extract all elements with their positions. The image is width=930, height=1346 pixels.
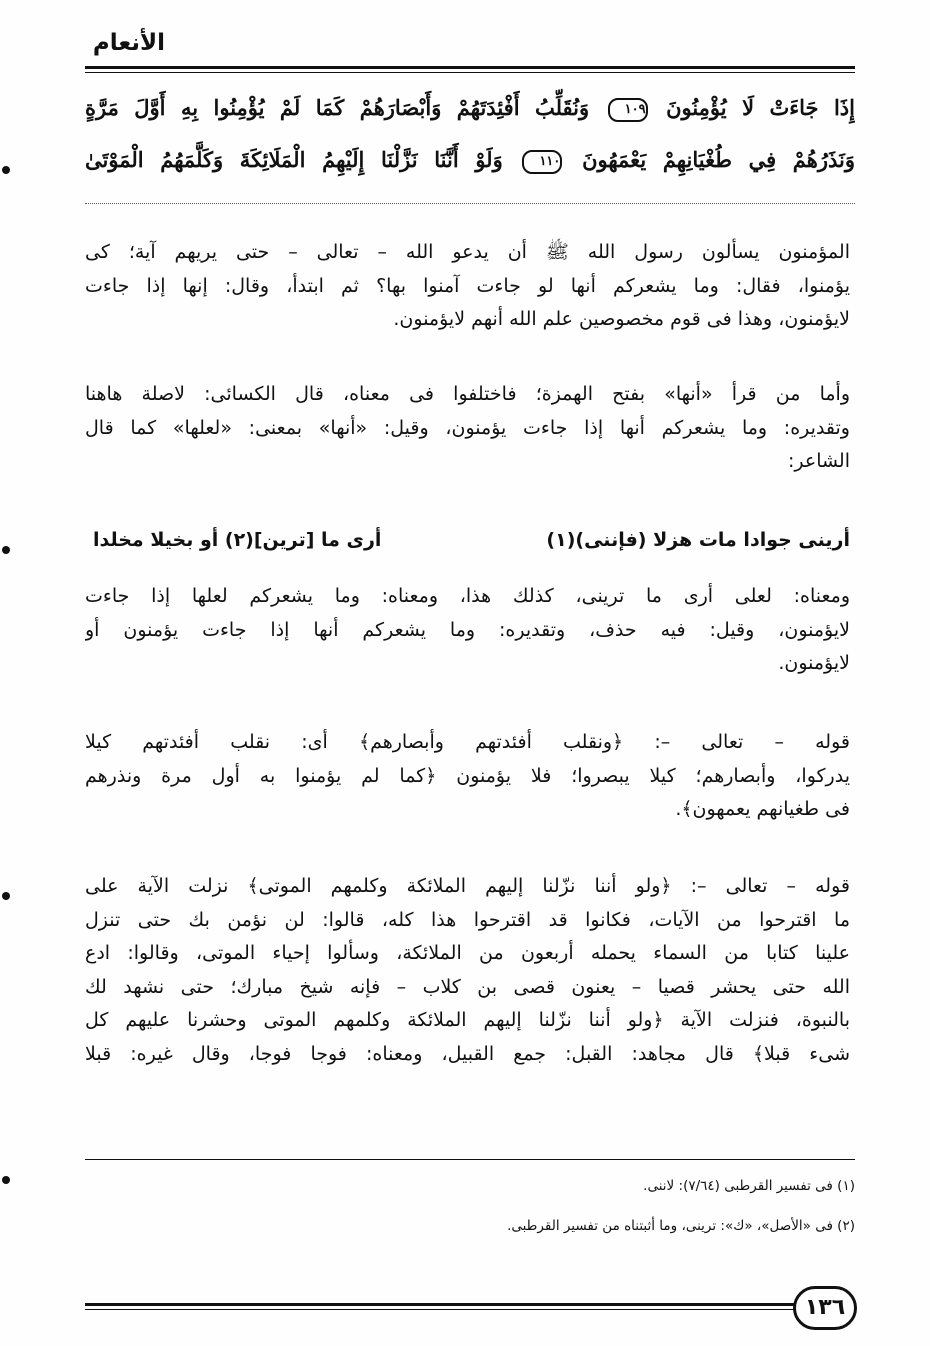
text-line: قوله – تعالى –: ﴿ولو أننا نزّلنا إليهم الملائكة وكلمهم الموتى﴾ نزلت الآية على: [85, 875, 850, 897]
footnote-2: (٢) فى «الأصل»، «ك»: ترينى، وما أثبتناه من تفسير القرطبى.: [507, 1218, 855, 1234]
margin-dot: [2, 892, 10, 900]
text-line: قوله – تعالى –: ﴿ونقلب أفئدتهم وأبصارهم﴾ أى: نقلب أفئدتهم كيلا: [85, 731, 850, 753]
text-line: الله حتى يحشر قصيا – يعنون قصى بن كلاب – فإنه شيخ مبارك؛ حتى نشهد لك: [85, 975, 850, 998]
text-line: المؤمنون يسألون رسول الله ﷺ أن يدعو الله – تعالى – حتى يريهم آية؛ كى: [85, 241, 850, 263]
margin-dot: [2, 546, 10, 554]
page-number: ١٣٦: [793, 1286, 857, 1330]
verse-text: وَنَذَرُهُمْ فِي طُغْيَانِهِمْ يَعْمَهُونَ: [582, 147, 855, 172]
verse-text: إِذَا جَاءَتْ لَا يُؤْمِنُونَ: [666, 95, 855, 120]
quran-verses: [85, 82, 855, 186]
text-line: وتقديره: وما يشعركم أنها إذا جاءت يؤمنون، وقيل: «أنها» بمعنى: «لعلها» كما قال: [85, 416, 850, 439]
text-line: فى طغيانهم يعمهون﴾.: [675, 798, 850, 820]
verse-line-2: [85, 134, 855, 186]
text-line: يؤمنوا، فقال: وما يشعركم أنها لو جاءت آمنوا بها؟ ثم ابتدأ، وقال: إنها إذا جاءت: [85, 274, 850, 297]
poetry-verse: [85, 523, 850, 557]
footer-rule-thin: [85, 1309, 797, 1310]
header-rule-thin: [85, 72, 855, 73]
text-line: لايؤمنون، وقيل: فيه حذف، وتقديره: وما يشعركم أنها إذا جاءت يؤمنون أو: [85, 618, 850, 641]
poem-hemistich-first: أرينى جوادا مات هزلا (فإننى)(١): [546, 529, 850, 551]
text-line: علينا كتابا من السماء يحمله أربعون من الملائكة، وسألوا إحياء الموتى، وقالوا: ادع: [85, 942, 850, 964]
text-line: شىء قبلا﴾ قال مجاهد: القبل: جمع القبيل، ومعناه: فوجا فوجا، وقال غيره: قبلا: [85, 1042, 850, 1065]
paragraph-1: [85, 236, 850, 337]
verse-text: وَنُقَلِّبُ أَفْئِدَتَهُمْ وَأَبْصَارَهُمْ كَمَا لَمْ يُؤْمِنُوا بِهِ أَوَّلَ مَرَّةٍ: [85, 95, 590, 120]
paragraph-5: [85, 870, 850, 1071]
footnote-separator: [85, 1159, 855, 1160]
verse-separator: [85, 203, 855, 204]
margin-dot: [2, 166, 10, 174]
text-line: وأما من قرأ «أنها» بفتح الهمزة؛ فاختلفوا فى معناه، قال الكسائى: لاصلة هاهنا: [85, 383, 850, 405]
text-line: لايؤمنون.: [778, 652, 850, 674]
text-line: الشاعر:: [787, 450, 850, 472]
text-line: يدركوا، وأبصارهم؛ كيلا يبصروا؛ فلا يؤمنون ﴿كما لم يؤمنوا به أول مرة ونذرهم: [85, 764, 850, 787]
poem-hemistich-second: أرى ما [ترين](٢) أو بخيلا مخلدا: [93, 529, 382, 551]
verse-line-1: [85, 82, 855, 134]
footnote-1: (١) فى تفسير القرطبى (٧/٦٤): لاننى.: [643, 1178, 855, 1194]
footer-rule-thick: [85, 1303, 797, 1306]
text-line: بالنبوة، فنزلت الآية ﴿ولو أننا نزّلنا إليهم الملائكة وكلمهم الموتى وحشرنا عليهم كل: [85, 1009, 850, 1031]
verse-text: وَلَوْ أَنَّنَا نَزَّلْنَا إِلَيْهِمُ الْمَلَائِكَةَ وَكَلَّمَهُمُ الْمَوْتَىٰ: [85, 147, 503, 172]
margin-dot: [2, 1176, 10, 1184]
ayah-number-marker: ١١٠: [522, 150, 562, 174]
text-line: ومعناه: لعلى أرى ما ترينى، كذلك هذا، ومعناه: وما يشعركم لعلها إذا جاءت: [85, 585, 850, 607]
footnotes: [85, 1166, 855, 1246]
paragraph-4: [85, 726, 850, 827]
header-rule-thick: [85, 66, 855, 69]
text-line: لايؤمنون، وهذا فى قوم مخصوصين علم الله أنهم لايؤمنون.: [393, 308, 850, 330]
ayah-number-marker: ١٠٩: [608, 98, 648, 122]
paragraph-3: [85, 580, 850, 681]
text-line: ما اقترحوا من الآيات، فكانوا قد اقترحوا هذا كله، قالوا: لن نؤمن بك حتى تنزل: [85, 908, 850, 931]
paragraph-2: [85, 378, 850, 479]
surah-title: الأنعام: [92, 30, 165, 56]
